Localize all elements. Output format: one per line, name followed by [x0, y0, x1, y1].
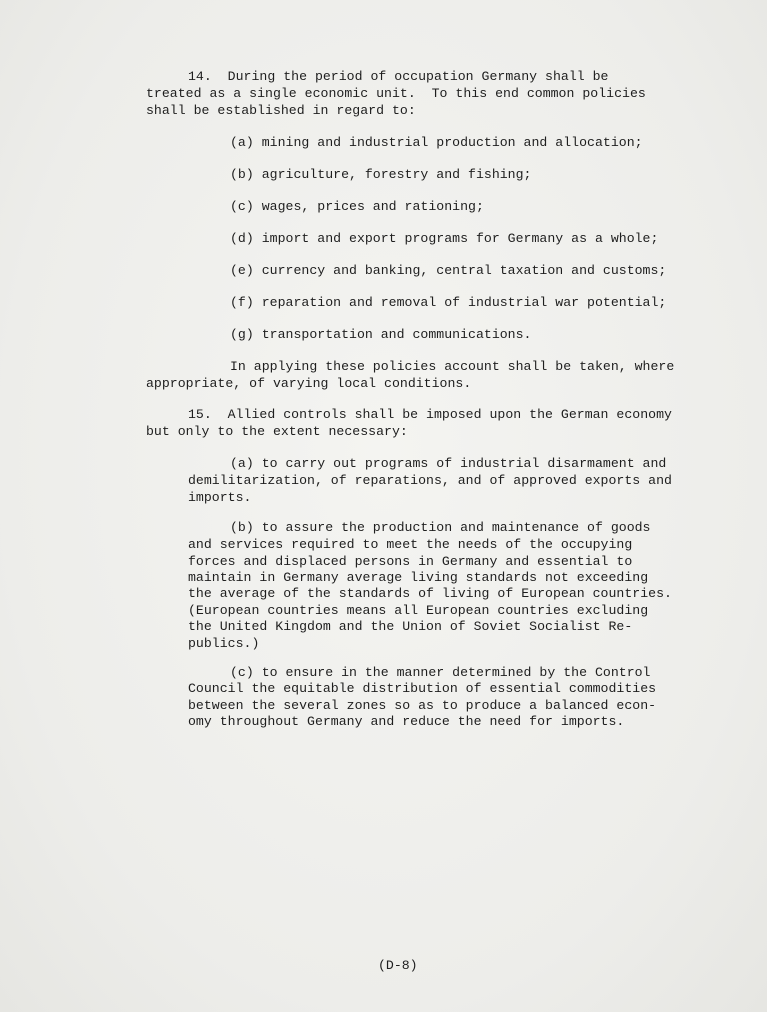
- applying-line-2: appropriate, of varying local conditions.: [146, 376, 472, 391]
- para15-line-1: 15. Allied controls shall be imposed upon the German economy: [188, 407, 672, 422]
- para14-line-3: shall be established in regard to:: [146, 103, 416, 118]
- item15-b-line-6: (European countries means all European countries excluding: [188, 603, 649, 618]
- item15-b-line-2: and services required to meet the needs of the occupying: [188, 537, 633, 552]
- item15-b-line-4: maintain in Germany average living standards not exceeding: [188, 570, 649, 585]
- item14-d: (d) import and export programs for Germany as a whole;: [230, 231, 659, 246]
- item15-c-line-2: Council the equitable distribution of essential commodities: [188, 681, 657, 696]
- item14-b: (b) agriculture, forestry and fishing;: [230, 167, 532, 182]
- para14-line-2: treated as a single economic unit. To this end common policies: [146, 86, 646, 101]
- item15-c-line-1: (c) to ensure in the manner determined by the Control: [230, 665, 651, 680]
- item15-c-line-4: omy throughout Germany and reduce the need for imports.: [188, 714, 625, 729]
- item15-a-line-2: demilitarization, of reparations, and of approved exports and: [188, 473, 672, 488]
- item14-g: (g) transportation and communications.: [230, 327, 532, 342]
- item14-e: (e) currency and banking, central taxation and customs;: [230, 263, 667, 278]
- item15-a-line-1: (a) to carry out programs of industrial disarmament and: [230, 456, 667, 471]
- para14-line-1: 14. During the period of occupation Germany shall be: [188, 69, 609, 84]
- item15-a-line-3: imports.: [188, 490, 252, 505]
- item15-b-line-3: forces and displaced persons in Germany and essential to: [188, 554, 633, 569]
- item15-b-line-8: publics.): [188, 636, 260, 651]
- item15-b-line-7: the United Kingdom and the Union of Soviet Socialist Re-: [188, 619, 633, 634]
- page-number: (D-8): [378, 958, 418, 973]
- item14-c: (c) wages, prices and rationing;: [230, 199, 484, 214]
- item15-c-line-3: between the several zones so as to produce a balanced econ-: [188, 698, 657, 713]
- applying-line-1: In applying these policies account shall be taken, where: [230, 359, 675, 374]
- para15-line-2: but only to the extent necessary:: [146, 424, 408, 439]
- item15-b-line-1: (b) to assure the production and maintenance of goods: [230, 520, 651, 535]
- item15-b-line-5: the average of the standards of living of European countries.: [188, 586, 672, 601]
- item14-a: (a) mining and industrial production and allocation;: [230, 135, 643, 150]
- item14-f: (f) reparation and removal of industrial war potential;: [230, 295, 667, 310]
